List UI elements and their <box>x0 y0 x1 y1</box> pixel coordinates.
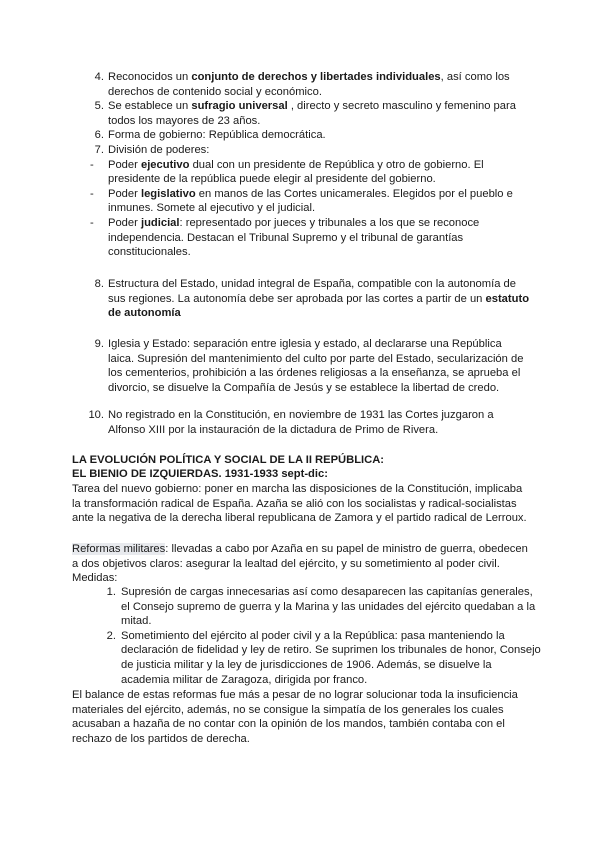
list-number: 2. <box>106 629 116 642</box>
list-item-text: Iglesia y Estado: separación entre iglesia y estado, al declararse una República <box>108 338 502 350</box>
list-item-text: División de poderes: <box>108 144 210 156</box>
list-number: 6. <box>94 129 104 142</box>
list-item-text: presidente de la república puede elegir al presidente del gobierno. <box>108 173 436 186</box>
paragraph-line: Tarea del nuevo gobierno: poner en marcha las disposiciones de la Constitución, implicaba <box>72 483 523 495</box>
list-item-text: Reconocidos un conjunto de derechos y libertades individuales, así como los <box>108 71 510 83</box>
list-number: 5. <box>94 100 104 113</box>
list-item-text: Supresión de cargas innecesarias así como desaparecen las capitanías generales, <box>121 586 533 598</box>
section-heading: LA EVOLUCIÓN POLÍTICA Y SOCIAL DE LA II REPÚBLICA: <box>72 454 385 466</box>
list-item-text: sus regiones. La autonomía debe ser aprobada por las cortes a partir de un estatuto <box>108 292 530 305</box>
paragraph-line: la transformación radical de España. Azaña se alió con los socialistas y radical-socialistas <box>72 497 517 510</box>
list-item-text: inmunes. Somete al ejecutivo y el judicial. <box>108 202 316 215</box>
list-number: 4. <box>94 71 104 83</box>
paragraph-line: Reformas militares: llevadas a cabo por Azaña en su papel de ministro de guerra, obedecen <box>72 543 528 555</box>
paragraph-line: Medidas: <box>72 572 118 585</box>
list-item-text: Estructura del Estado, unidad integral de España, compatible con la autonomía de <box>108 278 516 290</box>
list-item-text: Poder judicial: representado por jueces y tribunales a los que se reconoce <box>108 217 480 229</box>
list-item-text: Sometimiento del ejército al poder civil y a la República: pasa manteniendo la <box>121 629 505 642</box>
paragraph-line: a dos objetivos claros: asegurar la lealtad del ejército, y su sometimiento al poder civil. <box>72 557 500 570</box>
list-number: 7. <box>94 144 104 156</box>
list-item-text: No registrado en la Constitución, en noviembre de 1931 las Cortes juzgaron a <box>108 409 494 421</box>
list-item-text: los cementerios, prohibición a las órdenes religiosas a la enseñanza, se aprueba el <box>108 367 521 380</box>
list-item-text: mitad. <box>121 615 152 628</box>
list-item-text: Forma de gobierno: República democrática. <box>108 129 326 142</box>
list-item-text: laica. Supresión del mantenimiento del culto por parte del Estado, secularización de <box>108 352 524 365</box>
highlighted-term: Reformas militares <box>72 543 166 555</box>
list-dash: - <box>90 158 94 171</box>
list-item-text: el Consejo supremo de guerra y la Marina y las unidades del ejército quedaban a la <box>121 600 536 613</box>
list-number: 1. <box>106 586 116 598</box>
list-number: 9. <box>94 338 104 350</box>
list-item-text: divorcio, se disuelve la Compañía de Jesús y se establece la libertad de credo. <box>108 381 500 394</box>
list-item-text: Alfonso XIII por la instauración de la dictadura de Primo de Rivera. <box>108 423 439 436</box>
list-item-text: derechos de contenido social y económico. <box>108 85 322 98</box>
paragraph-line: El balance de estas reformas fue más a pesar de no lograr solucionar toda la insuficiencia <box>72 689 518 701</box>
list-item-text: Poder legislativo en manos de las Cortes unicamerales. Elegidos por el pueblo e <box>108 187 513 200</box>
paragraph-line: materiales del ejército, además, no se consigue la simpatía de los generales los cuales <box>72 703 504 716</box>
list-number: 8. <box>94 278 104 290</box>
list-item-text: Se establece un sufragio universal , directo y secreto masculino y femenino para <box>108 100 516 113</box>
list-item-text: academia militar de Zaragoza, dirigida por franco. <box>121 673 368 686</box>
list-item-text: declaración de fidelidad y ley de retiro. Se suprimen los tribunales de honor, Consejo <box>121 644 541 657</box>
list-dash: - <box>90 217 94 229</box>
paragraph-line: rechazo de los partidos de derecha. <box>72 732 250 745</box>
paragraph-line: acusaban a hazaña de no contar con la opinión de los mandos, también contaba con el <box>72 718 505 731</box>
paragraph-line: ante la negativa de la derecha liberal republicana de Zamora y el partido radical de Lerroux. <box>72 512 527 525</box>
list-item-text: Poder ejecutivo dual con un presidente de República y otro de gobierno. El <box>108 158 484 171</box>
list-item-text: de justicia militar y la ley de jurisdicciones de 1906. Además, se disuelve la <box>121 659 492 671</box>
list-item-text: todos los mayores de 23 años. <box>108 114 261 127</box>
list-item-text: independencia. Destacan el Tribunal Supremo y el tribunal de garantías <box>108 231 464 244</box>
list-item-text: constitucionales. <box>108 246 191 259</box>
section-subheading: EL BIENIO DE IZQUIERDAS. 1931-1933 sept-dic: <box>72 468 328 480</box>
list-number: 10. <box>88 409 104 421</box>
list-item-text: de autonomía <box>108 307 181 320</box>
list-dash: - <box>90 187 94 200</box>
